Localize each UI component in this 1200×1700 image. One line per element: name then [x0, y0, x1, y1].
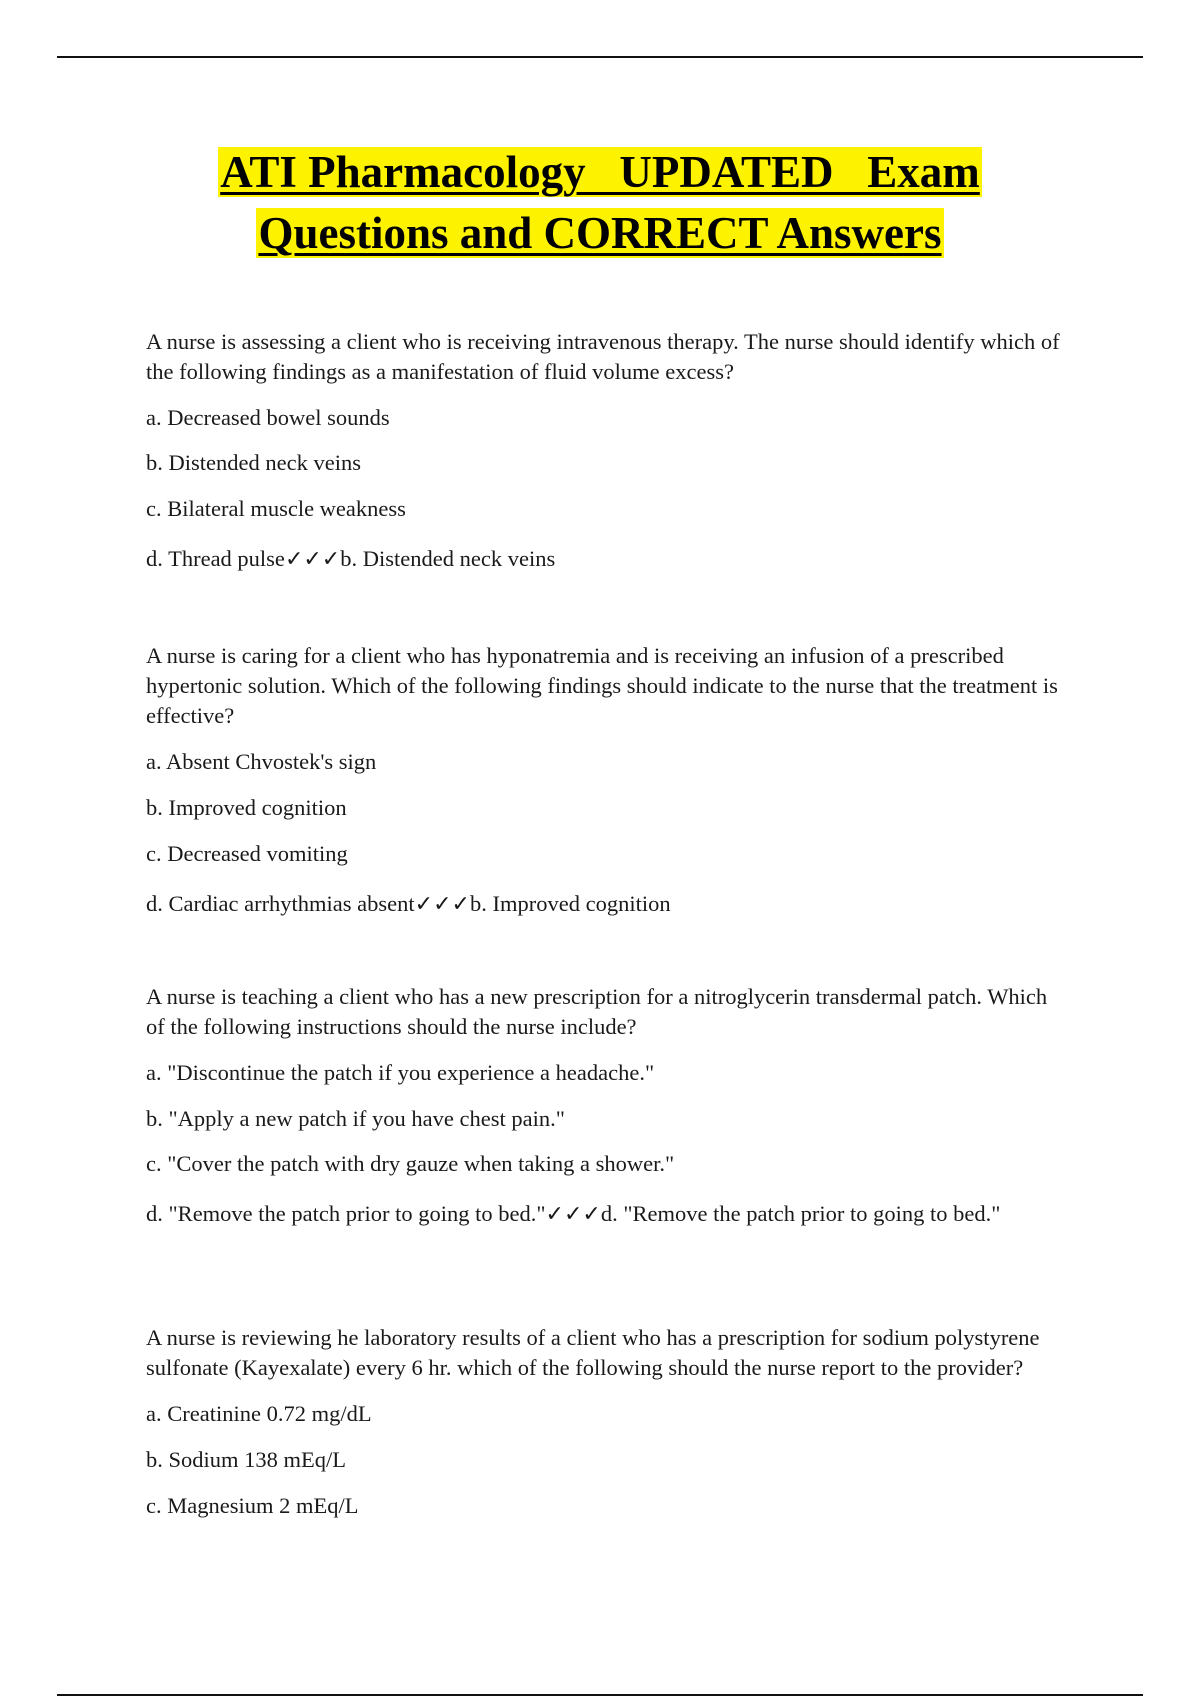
option-a: a. Creatinine 0.72 mg/dL — [146, 1401, 372, 1426]
option-a: a. "Discontinue the patch if you experience a headache." — [146, 1060, 655, 1085]
question-stem: A nurse is reviewing he laboratory results of a client who has a prescription for sodium polystyrene sulfonate (Kayexalate) every 6 hr. which of the following should the nurse report to the provider? — [146, 1325, 1040, 1380]
checkmark-icon: ✓✓✓ — [414, 892, 470, 917]
checkmark-icon: ✓✓✓ — [284, 547, 341, 572]
option-d: d. Thread pulse — [146, 546, 285, 571]
footer-rule — [57, 1694, 1143, 1696]
question-stem: A nurse is assessing a client who is receiving intravenous therapy. The nurse should identify which of the following findings as a manifestation of fluid volume excess? — [146, 329, 1060, 384]
option-c: c. Bilateral muscle weakness — [146, 496, 406, 521]
option-d: d. "Remove the patch prior to going to bed." — [146, 1201, 546, 1226]
option-b: b. Improved cognition — [146, 795, 347, 820]
option-b: b. "Apply a new patch if you have chest pain." — [146, 1106, 565, 1131]
option-d-with-answer — [146, 889, 1066, 920]
correct-answer: d. "Remove the patch prior to going to bed." — [600, 1201, 1001, 1226]
question-1 — [146, 327, 1066, 575]
title-line-2: Questions and CORRECT Answers — [258, 208, 942, 258]
question-4 — [146, 1323, 1066, 1521]
option-d-with-answer — [146, 1199, 1066, 1230]
title-line-1: ATI Pharmacology UPDATED Exam — [220, 147, 980, 197]
option-c: c. "Cover the patch with dry gauze when taking a shower." — [146, 1151, 675, 1176]
option-c: c. Decreased vomiting — [146, 841, 348, 866]
option-b: b. Distended neck veins — [146, 450, 361, 475]
question-3 — [146, 982, 1066, 1230]
correct-answer: b. Improved cognition — [469, 891, 671, 916]
option-b: b. Sodium 138 mEq/L — [146, 1447, 347, 1472]
correct-answer: b. Distended neck veins — [340, 546, 556, 571]
option-d: d. Cardiac arrhythmias absent — [146, 891, 415, 916]
option-a: a. Decreased bowel sounds — [146, 405, 390, 430]
option-a: a. Absent Chvostek's sign — [146, 749, 377, 774]
document-title — [0, 142, 1200, 264]
option-c: c. Magnesium 2 mEq/L — [146, 1493, 359, 1518]
question-2 — [146, 641, 1066, 920]
question-stem: A nurse is teaching a client who has a new prescription for a nitroglycerin transdermal patch. Which of the following instructions should the nurse include? — [146, 984, 1048, 1039]
option-d-with-answer — [146, 544, 1066, 575]
question-stem: A nurse is caring for a client who has hyponatremia and is receiving an infusion of a prescribed hypertonic solution. Which of the following findings should indicate to the nurse that the treatment is effective? — [146, 643, 1058, 728]
header-rule — [57, 56, 1143, 58]
checkmark-icon: ✓✓✓ — [545, 1202, 601, 1227]
